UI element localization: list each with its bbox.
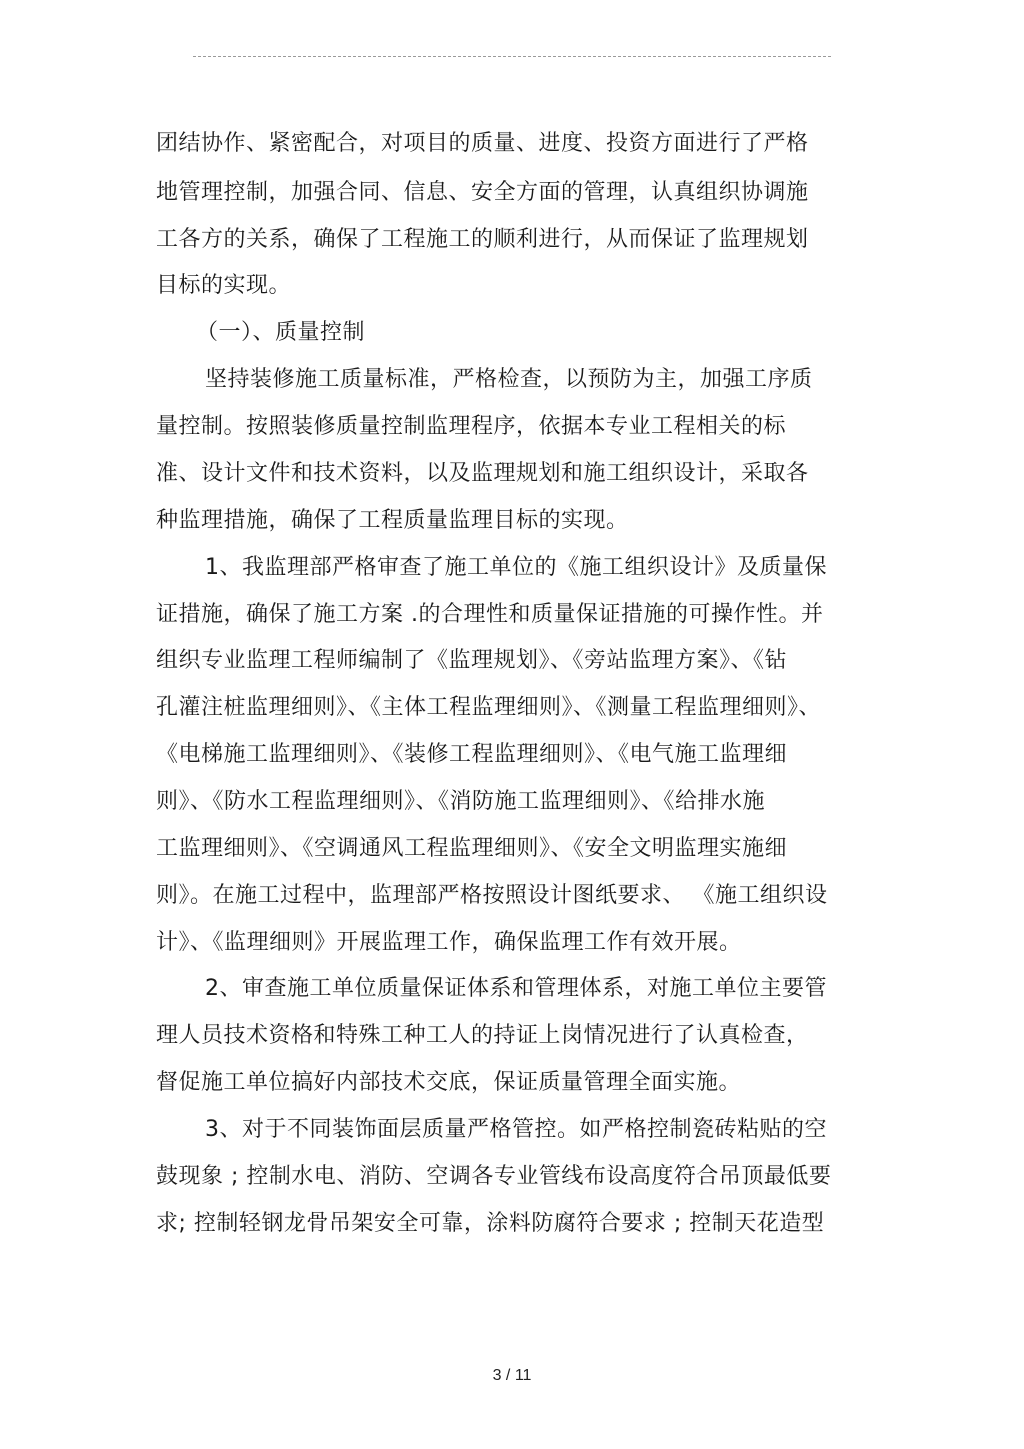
body-line: 督促施工单位搞好内部技术交底，保证质量管理全面实施。 xyxy=(156,1070,742,1095)
body-line: 工各方的关系，确保了工程施工的顺利进行，从而保证了监理规划 xyxy=(156,227,809,252)
page-number: 3 / 11 xyxy=(492,1367,532,1384)
body-line: 坚持装修施工质量标准，严格检查，以预防为主，加强工序质 xyxy=(205,367,813,392)
body-line: 鼓现象 ; 控制水电、消防、空调各专业管线布设高度符合吊顶最低要 xyxy=(156,1164,832,1189)
section-heading: （一）、质量控制 xyxy=(196,320,366,345)
body-line: 理人员技术资格和特殊工种工人的持证上岗情况进行了认真检查， xyxy=(156,1023,809,1048)
body-line: 工监理细则》、《空调通风工程监理细则》、《安全文明监理实施细 xyxy=(156,836,788,861)
body-line: 则》。在施工过程中，监理部严格按照设计图纸要求、 《施工组织设 xyxy=(156,883,828,908)
body-line: 证措施，确保了施工方案 .的合理性和质量保证措施的可操作性。并 xyxy=(156,602,824,627)
body-line: 则》、《防水工程监理细则》、《消防施工监理细则》、《给排水施 xyxy=(156,789,766,814)
body-line: 准、设计文件和技术资料，以及监理规划和施工组织设计，采取各 xyxy=(156,461,809,486)
body-line: 求; 控制轻钢龙骨吊架安全可靠，涂料防腐符合要求 ; 控制天花造型 xyxy=(156,1211,825,1236)
body-line: 2、审查施工单位质量保证体系和管理体系，对施工单位主要管 xyxy=(205,976,827,1001)
body-line: 1、我监理部严格审查了施工单位的《施工组织设计》及质量保 xyxy=(205,555,827,580)
body-line: 《电梯施工监理细则》、《装修工程监理细则》、《电气施工监理细 xyxy=(156,742,788,767)
body-line: 孔灌注桩监理细则》、《主体工程监理细则》、《测量工程监理细则》、 xyxy=(156,695,822,720)
body-line: 组织专业监理工程师编制了《监理规划》、《旁站监理方案》、《钻 xyxy=(156,648,788,673)
body-line: 3、对于不同装饰面层质量严格管控。如严格控制瓷砖粘贴的空 xyxy=(205,1117,827,1142)
header-rule xyxy=(193,56,831,57)
body-line: 计》、《监理细则》开展监理工作，确保监理工作有效开展。 xyxy=(156,930,742,955)
body-line: 目标的实现。 xyxy=(156,273,292,298)
body-line: 种监理措施，确保了工程质量监理目标的实现。 xyxy=(156,508,629,533)
body-line: 量控制。按照装修质量控制监理程序，依据本专业工程相关的标 xyxy=(156,414,787,439)
body-line: 地管理控制，加强合同、信息、安全方面的管理，认真组织协调施 xyxy=(156,180,809,205)
body-line: 团结协作、紧密配合，对项目的质量、进度、投资方面进行了严格 xyxy=(156,131,809,156)
